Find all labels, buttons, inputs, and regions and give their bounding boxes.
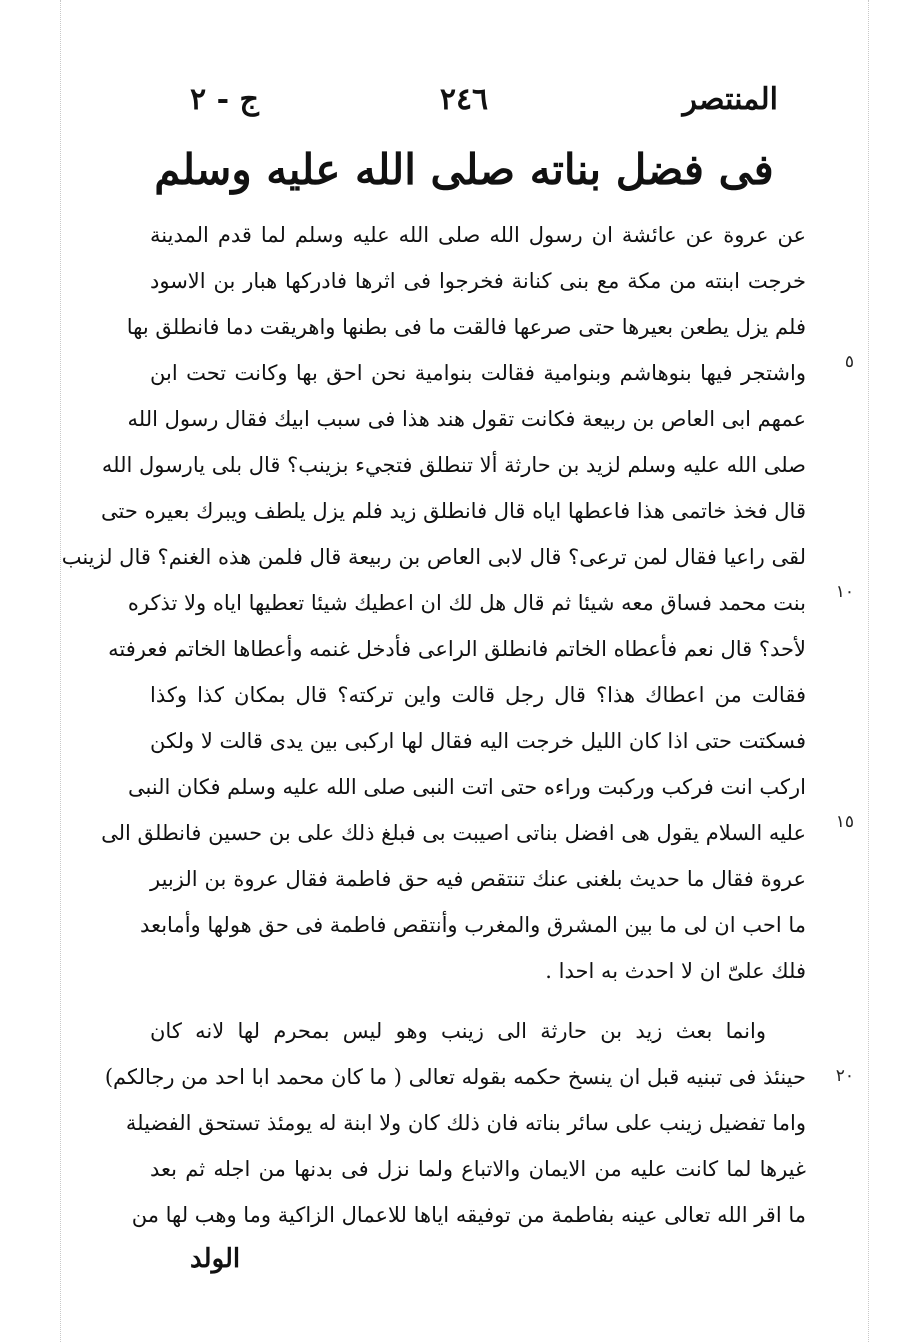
text-line: عمهم ابى العاص بن ربيعة فكانت تقول هند هذا فى سبب ابيك فقال رسول الله [127,407,806,431]
text-line: بنت محمد فساق معه شيئا ثم قال هل لك ان اعطيك شيئا تعطيها اياه ولا تذكره [127,591,806,615]
text-line: وانما بعث زيد بن حارثة الى زينب وهو ليس بمحرم لها لانه كان [150,1019,766,1043]
text-line: فلك علىّ ان لا احدث به احدا . [545,959,806,983]
text-line: اركب انت فركب وركبت وراءه حتى اتت النبى صلى الله عليه وسلم فكان النبى [127,775,806,799]
line-number-15: ١٥ [835,812,854,832]
text-line: لأحد؟ قال نعم فأعطاه الخاتم فانطلق الراعى فأدخل غنمه وأعطاها الخاتم فعرفته [108,637,806,661]
line-number-10: ١٠ [835,582,854,602]
text-line: عليه السلام يقول هى افضل بناتى اصيبت بى فبلغ ذلك على بن حسين فانطلق الى [101,821,806,845]
running-header [150,82,778,132]
text-line: فسكتت حتى اذا كان الليل خرجت اليه فقال لها اركبى بين يدى قالت لا ولكن [150,729,806,753]
text-line: فلم يزل يطعن بعيرها حتى صرعها فالقت ما فى بطنها واهريقت دما فانطلق بها [126,315,806,339]
text-line: واشتجر فيها بنوهاشم وبنوامية فقالت بنوامية نحن احق بها وكانت تحت ابن [150,361,806,385]
text-line: عروة فقال ما حديث بلغنى عنك تنتقص فيه حق فاطمة فقال عروة بن الزبير [150,867,806,891]
text-line: خرجت ابنته من مكة مع بنى كنانة فخرجوا فى اثرها فادركها هبار بن الاسود [150,269,806,293]
text-line: ما احب ان لى ما بين المشرق والمغرب وأنتقص فاطمة فى حق هولها وأمابعد [140,913,806,937]
margin-guide-right [868,0,869,1342]
margin-guide-left [60,0,61,1342]
text-line: واما تفضيل زينب على سائر بناته فان ذلك كان ولا ابنة له يومئذ تستحق الفضيلة [125,1111,806,1135]
text-line: فقالت من اعطاك هذا؟ قال رجل قالت واين تركته؟ قال بمكان كذا وكذا [150,683,806,707]
volume-label: ج - ٢ [190,82,259,117]
book-title: المنتصر [682,82,778,117]
text-line: غيرها لما كانت عليه من الايمان والاتباع ولما نزل فى بدنها من اجله ثم بعد [150,1157,806,1181]
text-line: لقى راعيا فقال لمن ترعى؟ قال لابى العاص بن ربيعة قال فلمن هذه الغنم؟ قال لزينب [61,545,806,569]
text-line: ما اقر الله تعالى عينه بفاطمة من توفيقه اياها للاعمال الزاكية وما وهب لها من [131,1203,806,1227]
text-line: قال فخذ خاتمى هذا فاعطها اياه قال فانطلق زيد فلم يزل يلطف ويبرك بعيره حتى [101,499,806,523]
text-line: حينئذ فى تبنيه قبل ان ينسخ حكمه بقوله تعالى ( ما كان محمد ابا احد من رجالكم) [104,1065,806,1089]
section-title: فى فضل بناته صلى الله عليه وسلم [154,145,774,194]
text-line: عن عروة عن عائشة ان رسول الله صلى الله عليه وسلم لما قدم المدينة [150,223,806,247]
text-line: صلى الله عليه وسلم لزيد بن حارثة ألا تنطلق فتجيء بزينب؟ قال بلى يارسول الله [101,453,806,477]
line-number-20: ٢٠ [835,1066,854,1086]
page-number: ٢٤٦ [439,82,489,117]
catchword: الولد [190,1244,241,1274]
line-number-5: ٥ [844,352,854,372]
